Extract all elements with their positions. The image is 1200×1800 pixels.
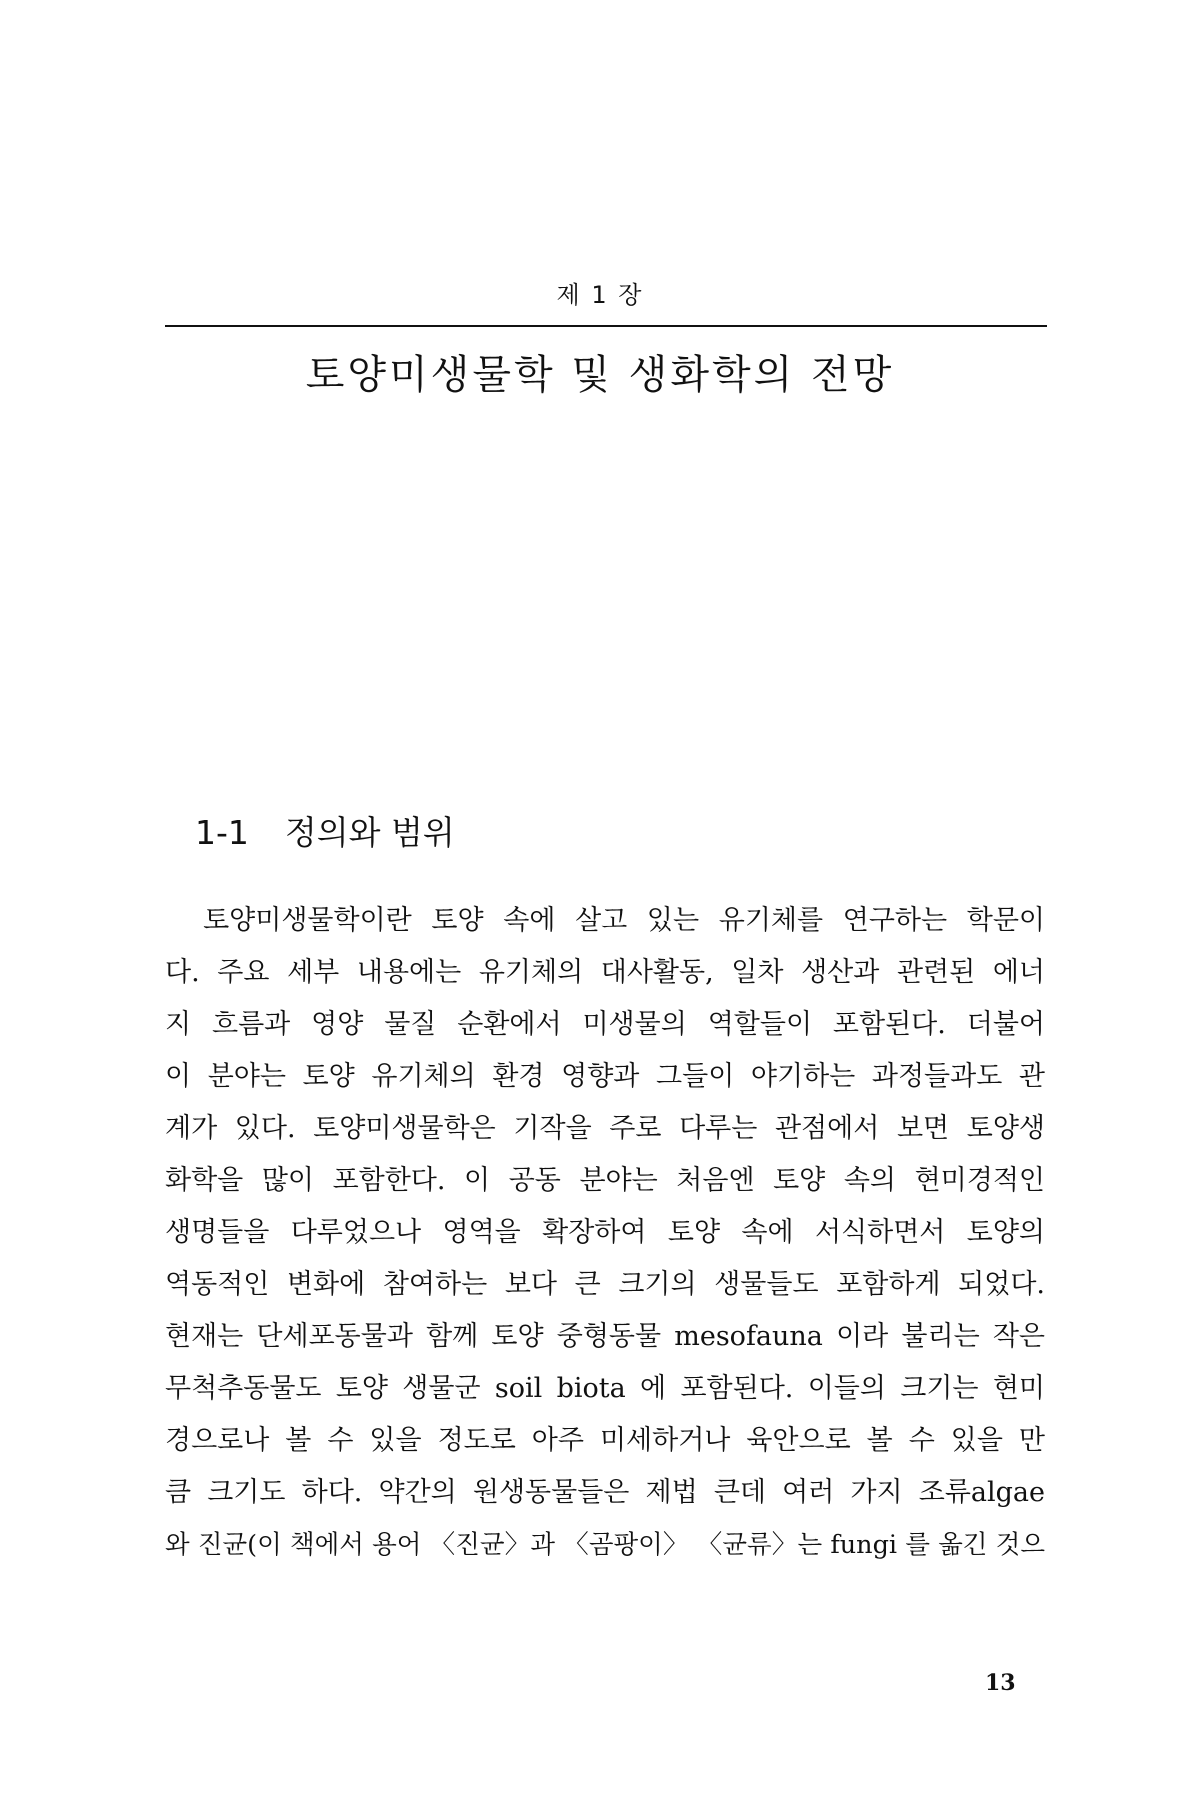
body-line: 계가 있다. 토양미생물학은 기작을 주로 다루는 관점에서 보면 토양생 — [165, 1113, 1045, 1144]
body-line: 이 분야는 토양 유기체의 환경 영향과 그들이 야기하는 과정들과도 관 — [165, 1061, 1045, 1092]
body-paragraph — [165, 895, 1045, 1571]
body-line: 와 진균(이 책에서 용어 〈진균〉과 〈곰팡이〉 〈균류〉는 fungi 를 옮긴 것으 — [165, 1530, 1045, 1560]
section-heading — [195, 807, 455, 854]
body-line: 경으로나 볼 수 있을 정도로 아주 미세하거나 육안으로 볼 수 있을 만 — [165, 1425, 1045, 1456]
chapter-title: 토양미생물학 및 생화학의 전망 — [305, 352, 895, 398]
chapter-rule — [165, 325, 1047, 327]
page-number: 13 — [985, 1670, 1016, 1696]
body-line: 다. 주요 세부 내용에는 유기체의 대사활동, 일차 생산과 관련된 에너 — [165, 957, 1045, 988]
body-line: 지 흐름과 영양 물질 순환에서 미생물의 역할들이 포함된다. 더불어 — [165, 1009, 1045, 1040]
chapter-label: 제 1 장 — [556, 281, 644, 309]
body-line: 큼 크기도 하다. 약간의 원생동물들은 제법 큰데 여러 가지 조류algae — [165, 1477, 1045, 1508]
body-line: 역동적인 변화에 참여하는 보다 큰 크기의 생물들도 포함하게 되었다. — [165, 1269, 1045, 1300]
body-line: 무척추동물도 토양 생물군 soil biota 에 포함된다. 이들의 크기는 현미 — [165, 1373, 1045, 1404]
section-number: 1-1 — [195, 813, 249, 852]
section-title: 정의와 범위 — [284, 813, 455, 852]
body-line: 토양미생물학이란 토양 속에 살고 있는 유기체를 연구하는 학문이 — [165, 905, 1045, 936]
body-line: 생명들을 다루었으나 영역을 확장하여 토양 속에 서식하면서 토양의 — [165, 1217, 1045, 1248]
body-line: 현재는 단세포동물과 함께 토양 중형동물 mesofauna 이라 불리는 작은 — [165, 1321, 1045, 1352]
body-line: 화학을 많이 포함한다. 이 공동 분야는 처음엔 토양 속의 현미경적인 — [165, 1165, 1045, 1196]
